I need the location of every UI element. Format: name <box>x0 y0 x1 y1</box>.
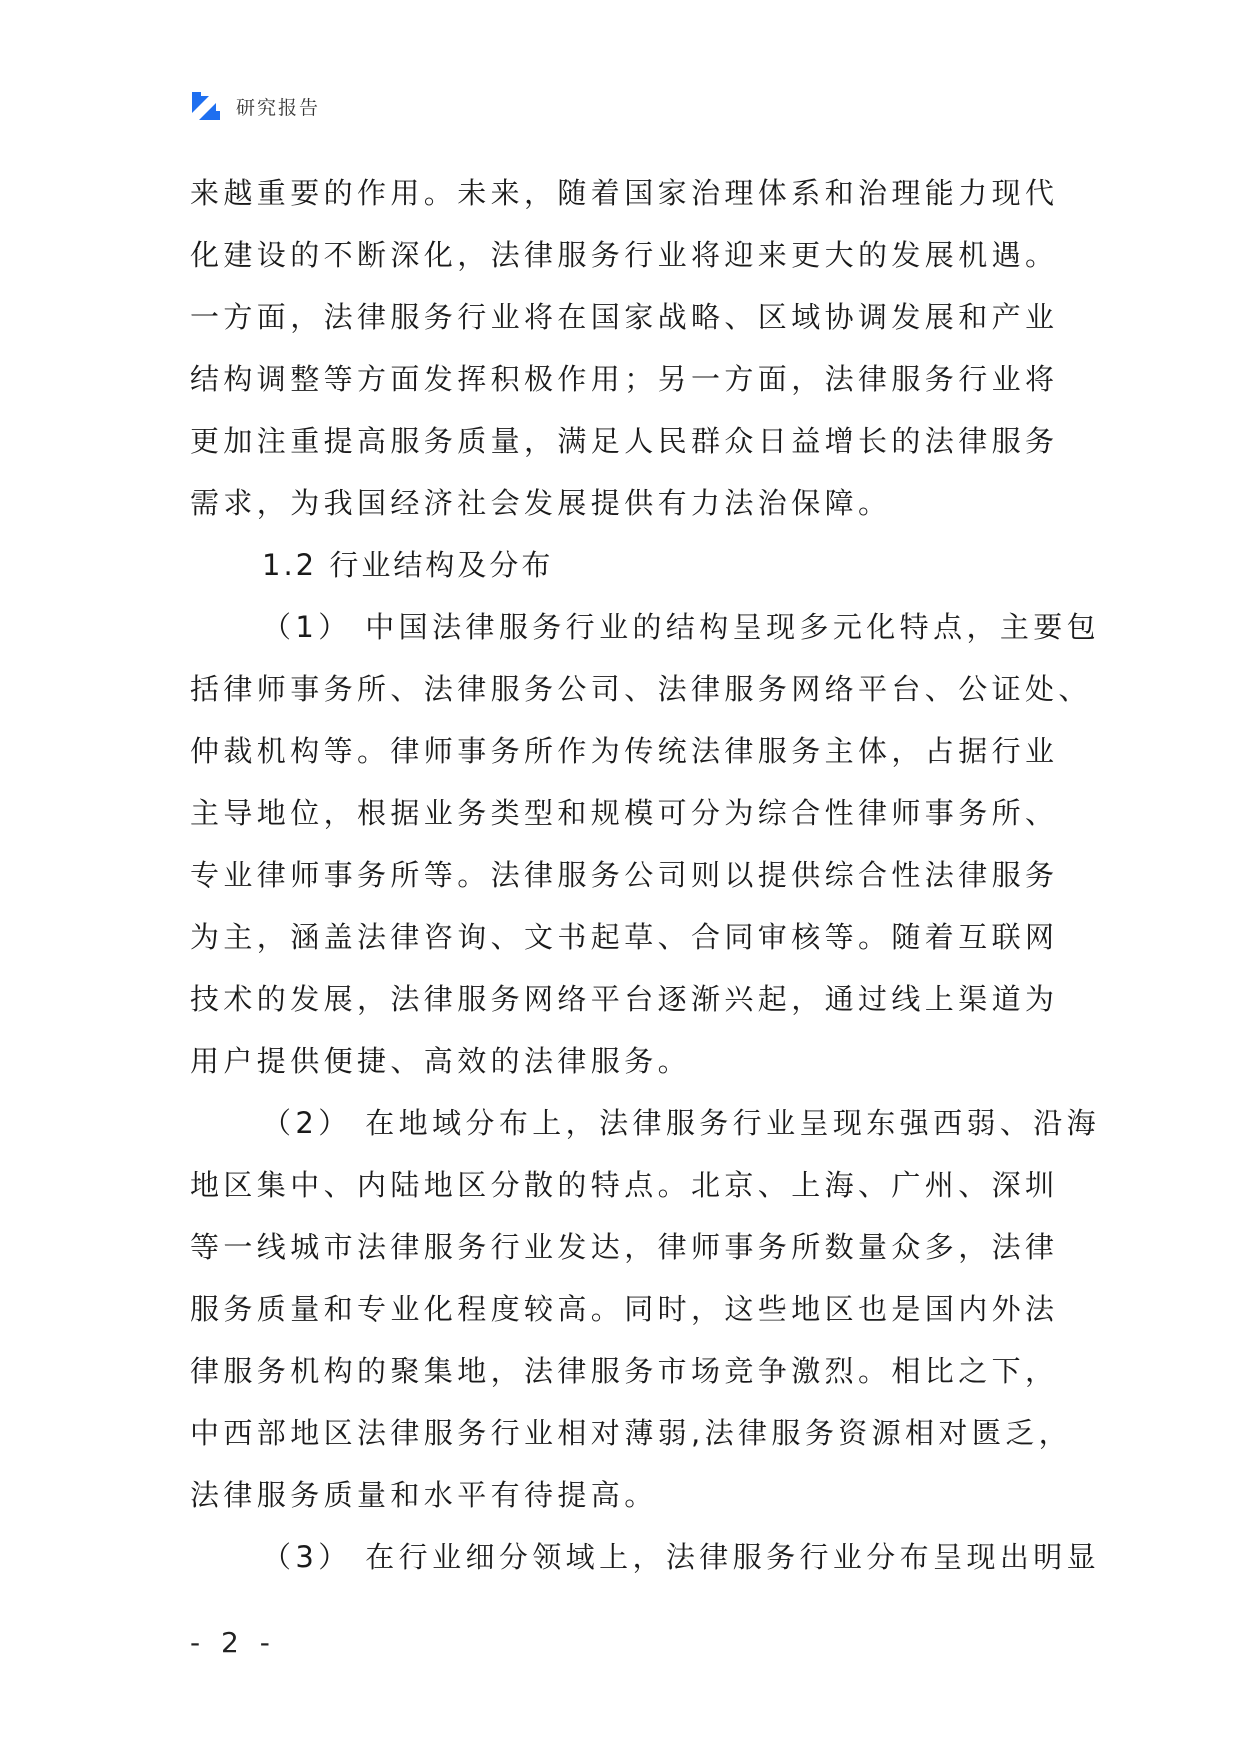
text-line: 技术的发展，法律服务网络平台逐渐兴起，通过线上渠道为 <box>190 982 1059 1016</box>
document-body <box>190 162 1101 1588</box>
text-line: （2） 在地域分布上，法律服务行业呈现东强西弱、沿海 <box>262 1106 1101 1140</box>
report-header <box>190 88 320 124</box>
paragraph <box>190 596 1101 1092</box>
text-line: 结构调整等方面发挥积极作用；另一方面，法律服务行业将 <box>190 362 1059 396</box>
page-number: - 2 - <box>190 1626 276 1659</box>
text-line: 律服务机构的聚集地，法律服务市场竞争激烈。相比之下， <box>190 1354 1059 1388</box>
text-line: 用户提供便捷、高效的法律服务。 <box>190 1044 692 1078</box>
text-line: 更加注重提高服务质量，满足人民群众日益增长的法律服务 <box>190 424 1059 458</box>
paragraph <box>190 1092 1101 1526</box>
paragraph <box>190 162 1060 534</box>
text-line: （3） 在行业细分领域上，法律服务行业分布呈现出明显 <box>262 1540 1101 1574</box>
text-line: 专业律师事务所等。法律服务公司则以提供综合性法律服务 <box>190 858 1059 892</box>
text-line: 等一线城市法律服务行业发达，律师事务所数量众多，法律 <box>190 1230 1059 1264</box>
text-line: 仲裁机构等。律师事务所作为传统法律服务主体，占据行业 <box>190 734 1059 768</box>
text-line: 地区集中、内陆地区分散的特点。北京、上海、广州、深圳 <box>190 1168 1059 1202</box>
text-line: 主导地位，根据业务类型和规模可分为综合性律师事务所、 <box>190 796 1059 830</box>
header-title: 研究报告 <box>236 96 321 119</box>
text-line: 一方面，法律服务行业将在国家战略、区域协调发展和产业 <box>190 300 1059 334</box>
arrow-up-right-icon <box>190 90 222 122</box>
text-line: 化建设的不断深化，法律服务行业将迎来更大的发展机遇。 <box>190 238 1059 272</box>
paragraph <box>190 1526 1101 1588</box>
text-line: 括律师事务所、法律服务公司、法律服务网络平台、公证处、 <box>190 672 1092 706</box>
text-line: 为主，涵盖法律咨询、文书起草、合同审核等。随着互联网 <box>190 920 1059 954</box>
text-line: （1） 中国法律服务行业的结构呈现多元化特点，主要包 <box>262 610 1101 644</box>
text-line: 来越重要的作用。未来，随着国家治理体系和治理能力现代 <box>190 176 1059 210</box>
text-line: 中西部地区法律服务行业相对薄弱,法律服务资源相对匮乏， <box>190 1416 1073 1450</box>
section-heading: 1.2 行业结构及分布 <box>262 548 554 582</box>
text-line: 法律服务质量和水平有待提高。 <box>190 1478 658 1512</box>
text-line: 需求，为我国经济社会发展提供有力法治保障。 <box>190 486 892 520</box>
text-line: 服务质量和专业化程度较高。同时，这些地区也是国内外法 <box>190 1292 1059 1326</box>
